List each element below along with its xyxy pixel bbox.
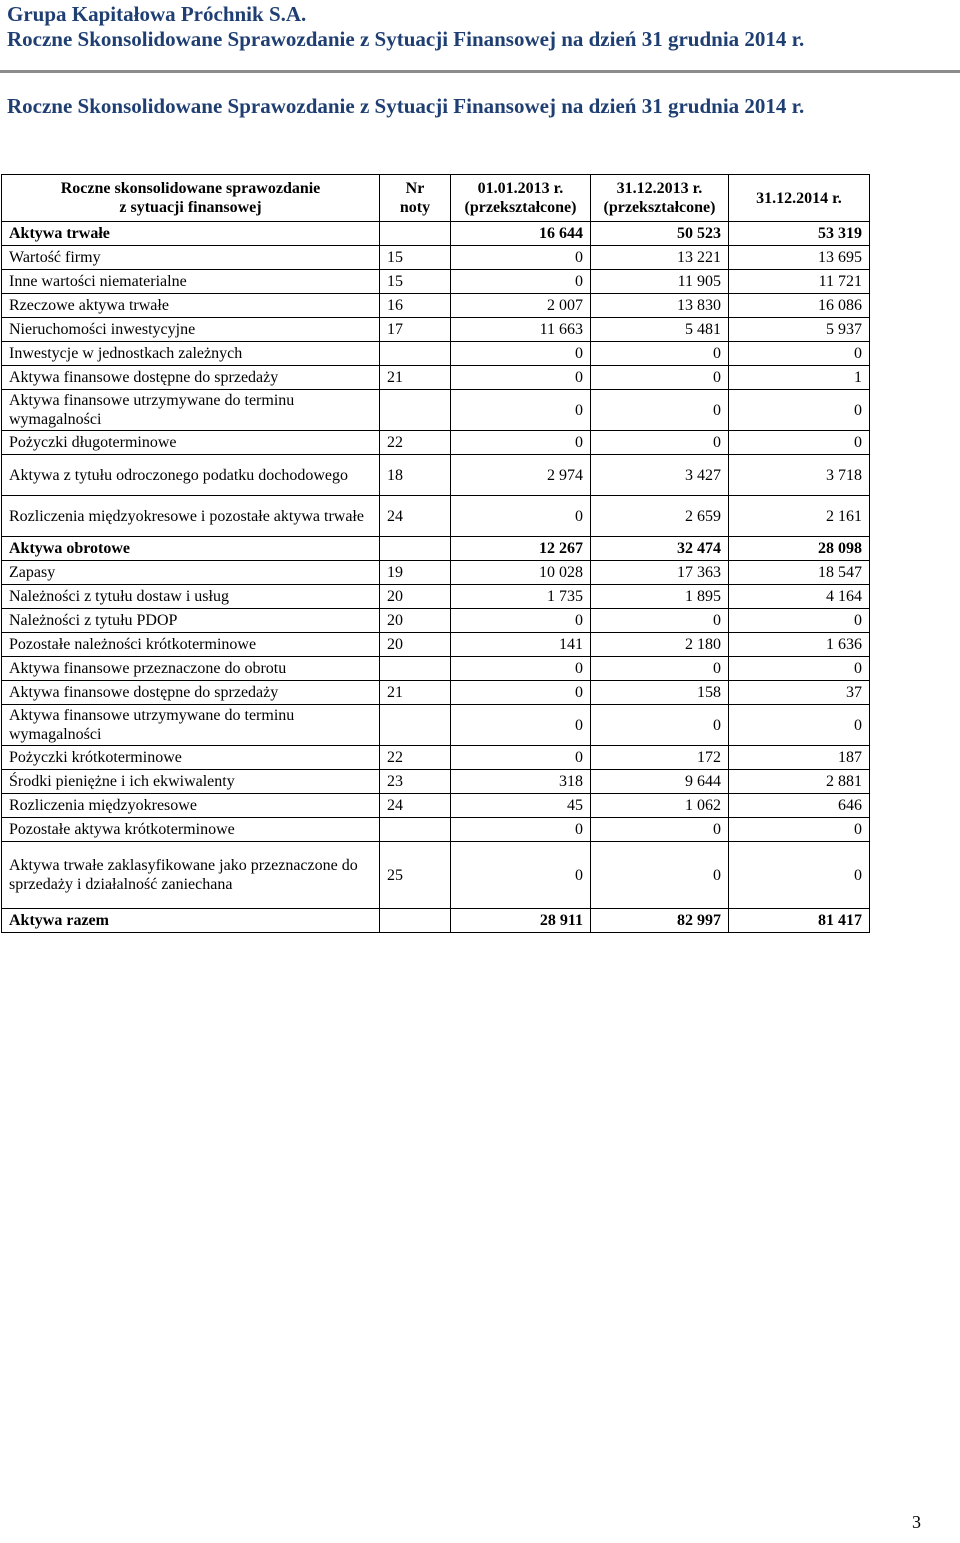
row-value-2013-end: 0 <box>591 657 729 681</box>
row-label: Pozostałe należności krótkoterminowe <box>2 633 380 657</box>
header-note-column <box>380 175 451 222</box>
row-value-2014-end: 5 937 <box>729 318 870 342</box>
table-row <box>2 657 870 681</box>
row-label: Nieruchomości inwestycyjne <box>2 318 380 342</box>
row-label: Środki pieniężne i ich ekwiwalenty <box>2 770 380 794</box>
table-row <box>2 746 870 770</box>
row-value-2014-end: 0 <box>729 342 870 366</box>
row-value-2014-end: 0 <box>729 431 870 455</box>
table-row <box>2 794 870 818</box>
row-value-2013-end: 32 474 <box>591 537 729 561</box>
table-row <box>2 222 870 246</box>
row-note-number: 23 <box>380 770 451 794</box>
row-label: Aktywa trwałe <box>2 222 380 246</box>
row-value-2013-start: 11 663 <box>451 318 591 342</box>
header-period-2013-end <box>591 175 729 222</box>
row-value-2013-start: 0 <box>451 496 591 537</box>
row-note-number: 22 <box>380 746 451 770</box>
row-note-number: 18 <box>380 455 451 496</box>
row-value-2014-end: 1 636 <box>729 633 870 657</box>
row-value-2013-end: 2 659 <box>591 496 729 537</box>
row-value-2013-end: 82 997 <box>591 909 729 933</box>
table-row <box>2 270 870 294</box>
row-value-2013-end: 0 <box>591 842 729 909</box>
row-label: Aktywa finansowe przeznaczone do obrotu <box>2 657 380 681</box>
row-note-number: 24 <box>380 794 451 818</box>
table-row <box>2 609 870 633</box>
row-value-2014-end: 0 <box>729 842 870 909</box>
row-value-2013-end: 5 481 <box>591 318 729 342</box>
table-header-row <box>2 175 870 222</box>
row-value-2013-start: 2 974 <box>451 455 591 496</box>
table-row <box>2 246 870 270</box>
header-period-2014-end <box>729 175 870 222</box>
row-label: Aktywa finansowe dostępne do sprzedaży <box>2 681 380 705</box>
row-value-2014-end: 28 098 <box>729 537 870 561</box>
row-value-2013-start: 0 <box>451 342 591 366</box>
table-row <box>2 366 870 390</box>
row-value-2013-end: 50 523 <box>591 222 729 246</box>
row-value-2013-start: 0 <box>451 842 591 909</box>
row-note-number <box>380 818 451 842</box>
row-note-number <box>380 390 451 431</box>
row-note-number: 20 <box>380 585 451 609</box>
row-note-number <box>380 222 451 246</box>
header-col2-line2: (przekształcone) <box>603 199 716 216</box>
row-value-2014-end: 3 718 <box>729 455 870 496</box>
row-note-number: 17 <box>380 318 451 342</box>
table-row <box>2 561 870 585</box>
row-value-2014-end: 187 <box>729 746 870 770</box>
header-period-2013-start <box>451 175 591 222</box>
row-label: Aktywa z tytułu odroczonego podatku dochodowego <box>2 455 380 496</box>
header-col2-line1: 31.12.2013 r. <box>616 180 703 197</box>
row-value-2013-end: 0 <box>591 366 729 390</box>
row-value-2014-end: 81 417 <box>729 909 870 933</box>
row-value-2013-start: 0 <box>451 657 591 681</box>
row-value-2013-end: 172 <box>591 746 729 770</box>
row-value-2013-end: 2 180 <box>591 633 729 657</box>
row-label: Aktywa trwałe zaklasyfikowane jako przeznaczone do sprzedaży i działalność zaniechana <box>2 842 380 909</box>
row-label: Aktywa obrotowe <box>2 537 380 561</box>
row-value-2013-start: 0 <box>451 746 591 770</box>
row-value-2014-end: 37 <box>729 681 870 705</box>
row-value-2013-end: 9 644 <box>591 770 729 794</box>
row-value-2013-start: 10 028 <box>451 561 591 585</box>
row-value-2014-end: 2 881 <box>729 770 870 794</box>
row-value-2013-start: 0 <box>451 705 591 746</box>
row-label: Pożyczki krótkoterminowe <box>2 746 380 770</box>
row-note-number <box>380 705 451 746</box>
page-number: 3 <box>912 1512 921 1532</box>
row-note-number: 19 <box>380 561 451 585</box>
row-label: Aktywa finansowe utrzymywane do terminu wymagalności <box>2 390 380 431</box>
header-company: Grupa Kapitałowa Próchnik S.A. <box>7 2 307 26</box>
row-value-2013-start: 318 <box>451 770 591 794</box>
row-note-number <box>380 342 451 366</box>
row-label: Inne wartości niematerialne <box>2 270 380 294</box>
row-note-number: 25 <box>380 842 451 909</box>
header-divider <box>0 70 960 73</box>
row-value-2014-end: 1 <box>729 366 870 390</box>
table-row <box>2 342 870 366</box>
row-value-2013-end: 0 <box>591 609 729 633</box>
balance-sheet-table <box>1 174 870 933</box>
row-note-number: 16 <box>380 294 451 318</box>
row-value-2014-end: 53 319 <box>729 222 870 246</box>
row-label: Aktywa finansowe utrzymywane do terminu wymagalności <box>2 705 380 746</box>
row-value-2014-end: 0 <box>729 818 870 842</box>
row-label: Rozliczenia międzyokresowe i pozostałe aktywa trwałe <box>2 496 380 537</box>
row-value-2013-start: 0 <box>451 431 591 455</box>
row-value-2013-start: 12 267 <box>451 537 591 561</box>
header-label-line2: z sytuacji finansowej <box>119 199 262 216</box>
row-value-2014-end: 4 164 <box>729 585 870 609</box>
header-label-column <box>2 175 380 222</box>
row-note-number: 24 <box>380 496 451 537</box>
row-value-2013-end: 17 363 <box>591 561 729 585</box>
row-value-2014-end: 0 <box>729 390 870 431</box>
row-value-2013-start: 45 <box>451 794 591 818</box>
row-note-number: 20 <box>380 609 451 633</box>
row-note-number <box>380 909 451 933</box>
table-row <box>2 705 870 746</box>
row-value-2013-start: 0 <box>451 366 591 390</box>
table-row <box>2 537 870 561</box>
row-value-2013-end: 0 <box>591 390 729 431</box>
row-value-2013-end: 0 <box>591 342 729 366</box>
row-value-2014-end: 11 721 <box>729 270 870 294</box>
row-note-number: 22 <box>380 431 451 455</box>
row-value-2014-end: 0 <box>729 705 870 746</box>
table-row <box>2 681 870 705</box>
row-label: Aktywa finansowe dostępne do sprzedaży <box>2 366 380 390</box>
header-label-line1: Roczne skonsolidowane sprawozdanie <box>60 180 321 197</box>
row-value-2013-start: 28 911 <box>451 909 591 933</box>
row-note-number: 21 <box>380 681 451 705</box>
header-note-line1: Nr <box>405 180 425 197</box>
row-value-2013-end: 1 895 <box>591 585 729 609</box>
row-value-2013-start: 0 <box>451 390 591 431</box>
table-row <box>2 842 870 909</box>
row-label: Rozliczenia międzyokresowe <box>2 794 380 818</box>
row-value-2013-end: 1 062 <box>591 794 729 818</box>
row-value-2013-start: 0 <box>451 270 591 294</box>
row-value-2013-end: 0 <box>591 431 729 455</box>
row-label: Aktywa razem <box>2 909 380 933</box>
row-value-2014-end: 0 <box>729 609 870 633</box>
table-row <box>2 390 870 431</box>
header-col3: 31.12.2014 r. <box>756 189 842 207</box>
header-col1-line2: (przekształcone) <box>464 199 577 216</box>
table-row <box>2 496 870 537</box>
row-value-2013-start: 1 735 <box>451 585 591 609</box>
row-note-number <box>380 657 451 681</box>
row-note-number: 21 <box>380 366 451 390</box>
row-value-2013-start: 0 <box>451 246 591 270</box>
row-value-2013-end: 11 905 <box>591 270 729 294</box>
header-subtitle: Roczne Skonsolidowane Sprawozdanie z Sytuacji Finansowej na dzień 31 grudnia 2014 r. <box>7 27 805 51</box>
row-value-2014-end: 16 086 <box>729 294 870 318</box>
table-row <box>2 770 870 794</box>
row-label: Pozostałe aktywa krótkoterminowe <box>2 818 380 842</box>
row-value-2013-end: 3 427 <box>591 455 729 496</box>
row-label: Należności z tytułu dostaw i usług <box>2 585 380 609</box>
row-value-2013-end: 0 <box>591 705 729 746</box>
row-note-number <box>380 537 451 561</box>
row-label: Inwestycje w jednostkach zależnych <box>2 342 380 366</box>
table-row <box>2 431 870 455</box>
row-value-2013-start: 0 <box>451 609 591 633</box>
table-row <box>2 633 870 657</box>
row-value-2013-end: 13 221 <box>591 246 729 270</box>
row-value-2014-end: 0 <box>729 657 870 681</box>
row-value-2013-start: 16 644 <box>451 222 591 246</box>
table-row <box>2 818 870 842</box>
document-title: Roczne Skonsolidowane Sprawozdanie z Sytuacji Finansowej na dzień 31 grudnia 2014 r. <box>7 94 805 118</box>
row-label: Wartość firmy <box>2 246 380 270</box>
row-note-number: 20 <box>380 633 451 657</box>
row-value-2014-end: 13 695 <box>729 246 870 270</box>
table-row <box>2 455 870 496</box>
row-value-2013-start: 0 <box>451 818 591 842</box>
row-value-2013-start: 2 007 <box>451 294 591 318</box>
header-col1-line1: 01.01.2013 r. <box>477 180 564 197</box>
row-label: Pożyczki długoterminowe <box>2 431 380 455</box>
row-note-number: 15 <box>380 270 451 294</box>
table-row <box>2 909 870 933</box>
row-label: Należności z tytułu PDOP <box>2 609 380 633</box>
row-value-2013-end: 158 <box>591 681 729 705</box>
row-value-2014-end: 18 547 <box>729 561 870 585</box>
table-row <box>2 318 870 342</box>
row-value-2014-end: 646 <box>729 794 870 818</box>
table-row <box>2 585 870 609</box>
row-note-number: 15 <box>380 246 451 270</box>
row-label: Zapasy <box>2 561 380 585</box>
row-value-2013-start: 141 <box>451 633 591 657</box>
row-value-2014-end: 2 161 <box>729 496 870 537</box>
row-value-2013-start: 0 <box>451 681 591 705</box>
row-value-2013-end: 13 830 <box>591 294 729 318</box>
row-value-2013-end: 0 <box>591 818 729 842</box>
row-label: Rzeczowe aktywa trwałe <box>2 294 380 318</box>
header-note-line2: noty <box>399 199 431 216</box>
table-row <box>2 294 870 318</box>
